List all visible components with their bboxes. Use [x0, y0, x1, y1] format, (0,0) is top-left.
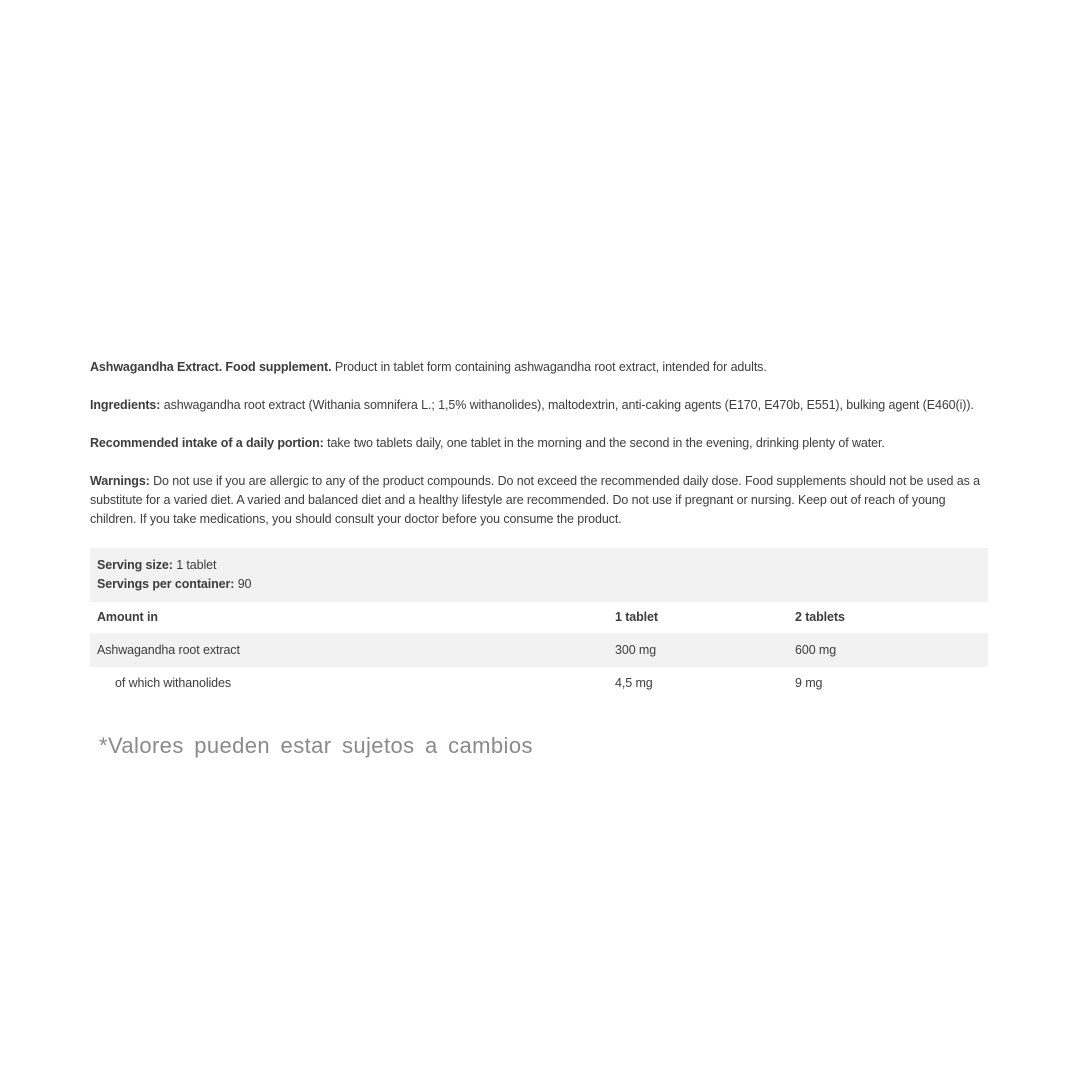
servings-per-container-label: Servings per container:	[97, 577, 235, 591]
serving-size-value: 1 tablet	[176, 558, 217, 572]
ingredients-paragraph	[90, 396, 988, 415]
footnote-text: *Valores pueden estar sujetos a cambios	[99, 733, 533, 758]
serving-size-line	[97, 556, 980, 575]
ingredients-label: Ingredients:	[90, 398, 161, 412]
table-row	[90, 667, 988, 700]
row-one-tablet-value: 300 mg	[615, 642, 657, 657]
recommended-intake-label: Recommended intake of a daily portion:	[90, 436, 324, 450]
recommended-intake-text: take two tablets daily, one tablet in the morning and the second in the evening, drinking plenty of water.	[327, 436, 885, 450]
warnings-text: Do not use if you are allergic to any of the product compounds. Do not exceed the recommended daily dose. Food supplements should not be used as a substitute for a varied diet. A varied and balanced diet and a healthy lifestyle are recommended. Do not use if pregnant or nursing. Keep out of reach of young children. If you take medications, you should consult your doctor before you consume the product.	[90, 474, 981, 526]
row-two-tablets-value: 600 mg	[795, 642, 837, 657]
header-one-tablet: 1 tablet	[615, 610, 658, 624]
servings-per-container-value: 90	[237, 577, 252, 591]
servings-per-container-line	[97, 575, 980, 594]
intro-label: Ashwagandha Extract. Food supplement.	[90, 360, 332, 374]
warnings-paragraph	[90, 472, 988, 529]
row-ingredient-name: Ashwagandha root extract	[97, 642, 240, 657]
row-ingredient-name: of which withanolides	[115, 676, 232, 690]
supplement-facts-table	[90, 602, 988, 700]
table-row	[90, 633, 988, 667]
intro-text: Product in tablet form containing ashwagandha root extract, intended for adults.	[334, 360, 767, 374]
ingredients-text: ashwagandha root extract (Withania somnifera L.; 1,5% withanolides), maltodextrin, anti-caking agents (E170, E470b, E551), bulking agent (E460(i)).	[163, 398, 974, 412]
serving-info-box	[90, 548, 988, 602]
recommended-intake-paragraph	[90, 434, 988, 453]
row-one-tablet-value: 4,5 mg	[615, 676, 653, 690]
header-two-tablets: 2 tablets	[795, 610, 845, 624]
serving-size-label: Serving size:	[97, 558, 173, 572]
row-two-tablets-value: 9 mg	[795, 676, 823, 690]
header-amount-in: Amount in	[97, 610, 158, 624]
description-section	[90, 358, 988, 759]
table-header-row	[90, 602, 988, 633]
intro-paragraph	[90, 358, 988, 377]
warnings-label: Warnings:	[90, 474, 150, 488]
